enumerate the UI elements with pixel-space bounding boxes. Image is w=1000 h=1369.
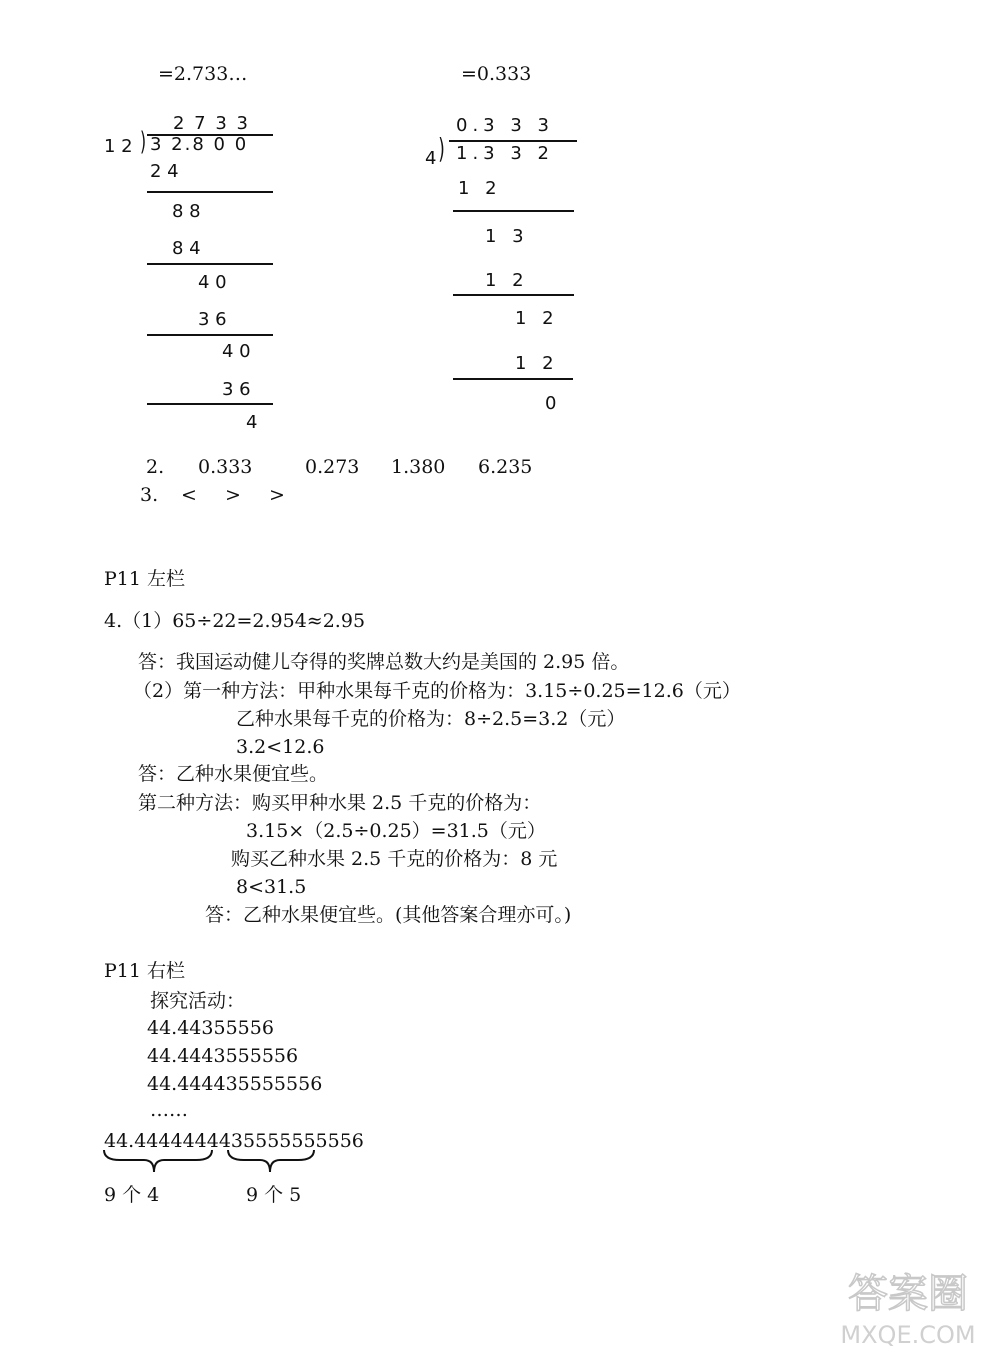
q3-number: 3. bbox=[140, 484, 159, 506]
answer-line: 8<31.5 bbox=[236, 876, 307, 898]
division2-quotient: 0.3 3 3 bbox=[456, 115, 554, 136]
answer-line: 3.15×（2.5÷0.25）=31.5（元） bbox=[246, 820, 546, 842]
brace-icon bbox=[100, 1146, 325, 1178]
answer-line: 答：乙种水果便宜些。(其他答案合理亦可。) bbox=[205, 904, 572, 926]
division2-step: 1 2 bbox=[485, 270, 529, 291]
q3-answer: > bbox=[225, 484, 241, 506]
activity-line: 44.4443555556 bbox=[147, 1045, 299, 1067]
division1-rule bbox=[147, 191, 273, 193]
division1-step: 4 0 bbox=[198, 272, 227, 293]
watermark-url: MXQE.COM bbox=[840, 1321, 976, 1349]
division2-step: 1 3 bbox=[485, 226, 529, 247]
q3-answer: < bbox=[181, 484, 197, 506]
division2-bracket: ) bbox=[438, 132, 445, 165]
answer-line: 第二种方法：购买甲种水果 2.5 千克的价格为： bbox=[138, 792, 542, 814]
division1-step: 8 4 bbox=[172, 238, 201, 259]
answer-line: 3.2<12.6 bbox=[236, 736, 325, 758]
q2-answer: 6.235 bbox=[478, 456, 533, 478]
q2-answer: 1.380 bbox=[391, 456, 446, 478]
answer-line: 答：我国运动健儿夺得的奖牌总数大约是美国的 2.95 倍。 bbox=[138, 651, 630, 673]
q2-answer: 0.273 bbox=[305, 456, 360, 478]
division2-bar bbox=[449, 140, 577, 142]
answer-line: （2）第一种方法：甲种水果每千克的价格为：3.15÷0.25=12.6（元） bbox=[133, 680, 741, 702]
division1-step: 4 bbox=[246, 412, 258, 433]
division2-step: 1 2 bbox=[515, 308, 559, 329]
division1-divisor: 1 2 bbox=[104, 136, 133, 157]
watermark-text: 答案圈 bbox=[848, 1271, 968, 1317]
division1-step: 8 8 bbox=[172, 201, 201, 222]
activity-line: 44.444435555556 bbox=[147, 1073, 323, 1095]
answer-line: 乙种水果每千克的价格为：8÷2.5=3.2（元） bbox=[236, 708, 626, 730]
q2-number: 2. bbox=[146, 456, 165, 478]
division2-dividend: 1.3 3 2 bbox=[456, 143, 554, 164]
section-heading-left: P11 左栏 bbox=[104, 568, 186, 590]
division1-step: 4 0 bbox=[222, 341, 251, 362]
division1-rule bbox=[147, 263, 273, 265]
division1-result: =2.733… bbox=[158, 63, 248, 85]
section-heading-right: P11 右栏 bbox=[104, 960, 186, 982]
division1-step: 3 6 bbox=[198, 309, 227, 330]
division2-step: 0 bbox=[545, 393, 557, 414]
division2-step: 1 2 bbox=[515, 353, 559, 374]
watermark-logo bbox=[828, 1255, 988, 1355]
answer-line: 4.（1）65÷22=2.954≈2.95 bbox=[104, 610, 366, 632]
division2-rule bbox=[453, 210, 574, 212]
division1-dividend: 3 2.8 0 0 bbox=[150, 134, 249, 155]
q3-answer: > bbox=[269, 484, 285, 506]
activity-label: 探究活动： bbox=[150, 990, 246, 1012]
division1-bracket: ) bbox=[140, 127, 147, 157]
answer-line: 购买乙种水果 2.5 千克的价格为：8 元 bbox=[231, 848, 558, 870]
division2-rule bbox=[453, 294, 574, 296]
answer-line: 答：乙种水果便宜些。 bbox=[138, 763, 329, 785]
division1-rule bbox=[147, 403, 273, 405]
division2-rule bbox=[453, 378, 573, 380]
brace-label: 9 个 4 bbox=[104, 1184, 160, 1206]
division1-quotient: 2 7 3 3 bbox=[173, 113, 250, 134]
division1-rule bbox=[147, 334, 273, 336]
division2-result: =0.333 bbox=[461, 63, 532, 85]
division1-step: 2 4 bbox=[150, 161, 179, 182]
division1-step: 3 6 bbox=[222, 379, 251, 400]
brace-label: 9 个 5 bbox=[246, 1184, 302, 1206]
division2-step: 1 2 bbox=[458, 178, 502, 199]
activity-final: 44.4444444435555555556 bbox=[104, 1130, 364, 1152]
activity-line: 44.44355556 bbox=[147, 1017, 274, 1039]
q2-answer: 0.333 bbox=[198, 456, 253, 478]
division2-divisor: 4 bbox=[425, 148, 437, 169]
activity-ellipsis: …… bbox=[150, 1099, 188, 1121]
